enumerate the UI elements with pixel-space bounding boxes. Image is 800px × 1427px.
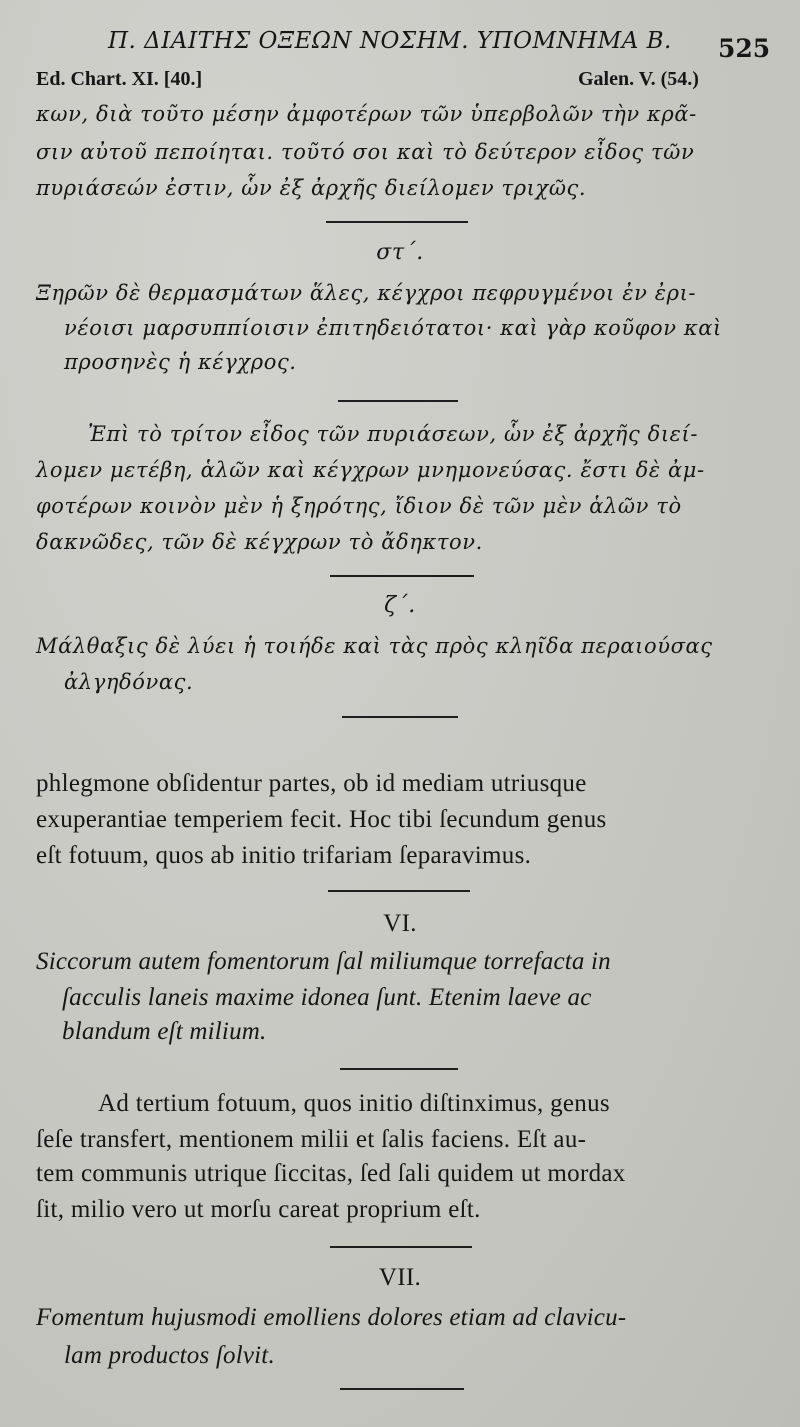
page-number: 525 — [718, 34, 771, 63]
latin-line: blandum eſt milium. — [62, 1018, 267, 1045]
section-divider — [328, 890, 470, 892]
running-header: Π. ΔΙΑΙΤΗΣ ΟΞΕΩΝ ΝΟΣΗΜ. ΥΠΟΜΝΗΜΑ Β. — [108, 28, 672, 54]
latin-line: Ad tertium fotuum, quos initio diſtinximus, genus — [98, 1090, 610, 1117]
greek-line: πυριάσεών ἐστιν, ὧν ἐξ ἀρχῆς διείλομεν τριχῶς. — [36, 176, 587, 200]
section-divider — [340, 1068, 458, 1070]
latin-line: ſacculis laneis maxime idonea ſunt. Etenim laeve ac — [62, 984, 592, 1011]
greek-line: λομεν μετέβη, ἁλῶν καὶ κέγχρων μνημονεύσας. ἔστι δὲ ἀμ- — [36, 458, 705, 482]
edition-reference-right: Galen. V. (54.) — [578, 68, 699, 90]
latin-line: exuperantiae temperiem fecit. Hoc tibi ſecundum genus — [36, 806, 607, 833]
latin-line: Fomentum hujusmodi emolliens dolores etiam ad clavicu- — [36, 1304, 627, 1331]
edition-reference-left: Ed. Chart. XI. [40.] — [36, 68, 203, 90]
greek-section-heading: ζ΄. — [384, 593, 416, 618]
greek-line: ἀλγηδόνας. — [64, 670, 194, 694]
greek-line: Ξηρῶν δὲ θερμασμάτων ἅλες, κέγχροι πεφρυγμένοι ἐν ἐρι- — [36, 281, 697, 305]
latin-line: ſeſe transfert, mentionem milii et ſalis faciens. Eſt au- — [36, 1126, 587, 1153]
greek-line: νέοισι μαρσυππίοισιν ἐπιτηδειότατοι· καὶ γὰρ κοῦφον καὶ — [64, 316, 722, 340]
latin-line: lam productos ſolvit. — [64, 1342, 275, 1369]
section-divider — [340, 1388, 464, 1390]
latin-section-heading: VI. — [383, 910, 417, 937]
section-divider — [330, 575, 474, 577]
latin-line: Siccorum autem fomentorum ſal miliumque torrefacta in — [36, 948, 611, 975]
greek-line: κων, διὰ τοῦτο μέσην ἀμφοτέρων τῶν ὑπερβολῶν τὴν κρᾶ- — [36, 102, 697, 126]
section-divider — [342, 716, 458, 718]
section-divider — [330, 1246, 472, 1248]
greek-line: Μάλθαξις δὲ λύει ἡ τοιήδε καὶ τὰς πρὸς κληῖδα περαιούσας — [36, 634, 713, 658]
greek-line: Ἐπὶ τὸ τρίτον εἶδος τῶν πυριάσεων, ὧν ἐξ ἀρχῆς διεί- — [88, 422, 699, 446]
latin-line: eſt fotuum, quos ab initio trifariam ſeparavimus. — [36, 842, 532, 869]
greek-line: φοτέρων κοινὸν μὲν ἡ ξηρότης, ἴδιον δὲ τῶν μὲν ἁλῶν τὸ — [36, 494, 682, 518]
section-divider — [326, 221, 468, 223]
greek-line: προσηνὲς ἡ κέγχρος. — [64, 350, 297, 374]
section-divider — [338, 400, 458, 402]
greek-section-heading: στ΄. — [376, 240, 424, 265]
latin-line: phlegmone obſidentur partes, ob id mediam utriusque — [36, 770, 587, 797]
greek-line: δακνῶδες, τῶν δὲ κέγχρων τὸ ἄδηκτον. — [36, 530, 483, 554]
latin-line: ſit, milio vero ut morſu careat proprium eſt. — [36, 1196, 481, 1223]
latin-line: tem communis utrique ſiccitas, ſed ſali quidem ut mordax — [36, 1160, 626, 1187]
greek-line: σιν αὐτοῦ πεποίηται. τοῦτό σοι καὶ τὸ δεύτερον εἶδος τῶν — [36, 140, 695, 164]
latin-section-heading: VII. — [378, 1264, 422, 1291]
